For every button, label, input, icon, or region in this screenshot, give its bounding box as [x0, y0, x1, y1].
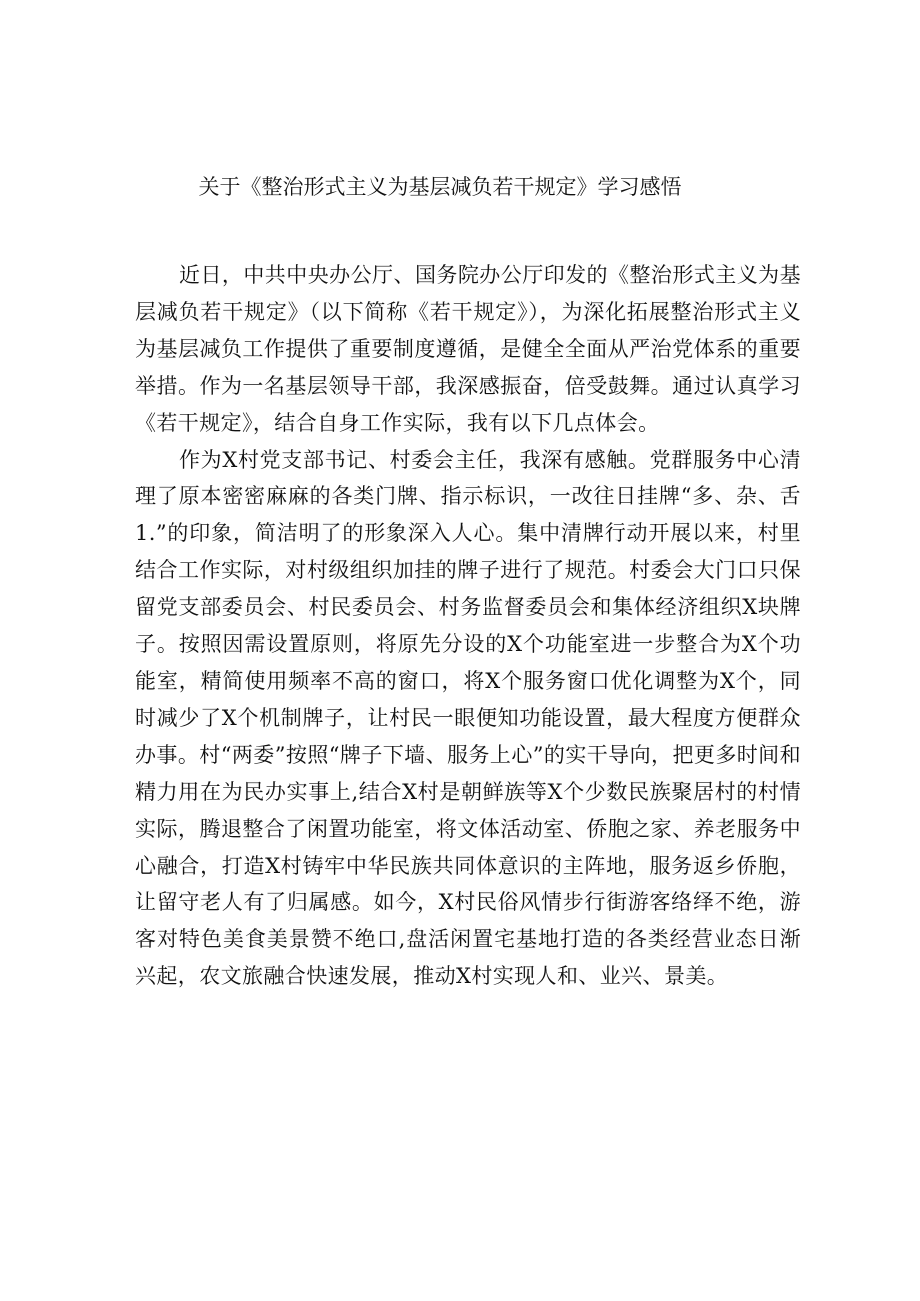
- paragraph-experience: 作为X村党支部书记、村委会主任，我深有感触。党群服务中心清理了原本密密麻麻的各类门牌、指示标识，一改往日挂牌“多、杂、舌1.”的印象，简洁明了的形象深入人心。集中清牌行动开展以来，村里结合工作实际，对村级组织加挂的牌子进行了规范。村委会大门口只保留党支部委员会、村民委员会、村务监督委员会和集体经济组织X块牌子。按照因需设置原则，将原先分设的X个功能室进一步整合为X个功能室，精简使用频率不高的窗口，将X个服务窗口优化调整为X个，同时减少了X个机制牌子，让村民一眼便知功能设置，最大程度方便群众办事。村“两委”按照“牌子下墙、服务上心”的实干导向，把更多时间和精力用在为民办实事上,结合X村是朝鲜族等X个少数民族聚居村的村情实际，腾退整合了闲置功能室，将文体活动室、侨胞之家、养老服务中心融合，打造X村铸牢中华民族共同体意识的主阵地，服务返乡侨胞，让留守老人有了归属感。如今，X村民俗风情步行街游客络绎不绝，游客对特色美食美景赞不绝口,盘活闲置宅基地打造的各类经营业态日渐兴起，农文旅融合快速发展，推动X村实现人和、业兴、景美。: [135, 447, 801, 989]
- document-body: [135, 257, 801, 995]
- document-title: 关于《整治形式主义为基层减负若干规定》学习感悟: [198, 175, 682, 199]
- paragraph-intro: 近日，中共中央办公厅、国务院办公厅印发的《整治形式主义为基层减负若干规定》（以下简称《若干规定》），为深化拓展整治形式主义为基层减负工作提供了重要制度遵循，是健全全面从严治党体系的重要举措。作为一名基层领导干部，我深感振奋，倍受鼓舞。通过认真学习《若干规定》，结合自身工作实际，我有以下几点体会。: [135, 263, 801, 435]
